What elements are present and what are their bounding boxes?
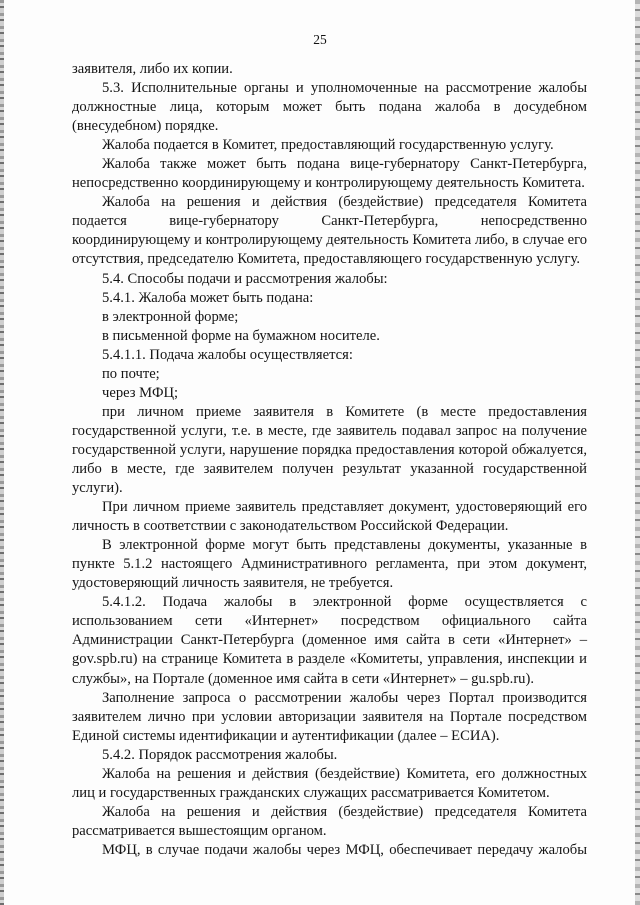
paragraph: В электронной форме могут быть представлены документы, указанные в пункте 5.1.2 настоящего Административного регламента, при этом документ, удостоверяющий личность заявителя, не требуется. (72, 537, 587, 592)
paragraph: в письменной форме на бумажном носителе. (102, 327, 380, 344)
paragraph: при личном приеме заявителя в Комитете (в месте предоставления государственной услуги, т.е. в месте, где заявитель подавал запрос на получение государственной услуги, нарушение порядка предоставления которой обжалуется, либо в месте, где заявителем получен результат указанной государственной услуги). (72, 403, 587, 497)
paragraph: Жалоба подается в Комитет, предоставляющий государственную услугу. (102, 137, 554, 154)
paragraph: в электронной форме; (102, 308, 239, 325)
paragraph: Жалоба на решения и действия (бездействие) председателя Комитета подается вице-губернатору Санкт-Петербурга, непосредственно координирующему и контролирующему деятельность Комитета либо, в случае его отсутствия, председателю Комитета, предоставляющего государственную услугу. (72, 194, 587, 268)
paragraph: заявителя, либо их копии. (72, 61, 233, 77)
document-body (72, 60, 587, 860)
paragraph: 5.4.1.2. Подача жалобы в электронной форме осуществляется с использованием сети «Интернет» посредством официального сайта Администрации Санкт-Петербурга (доменное имя сайта в сети «Интернет» – gov.spb.ru) на странице Комитета в разделе «Комитеты, управления, инспекции и службы», на Портале (доменное имя сайта в сети «Интернет» – gu.spb.ru). (72, 594, 587, 687)
page-number: 25 (313, 32, 327, 47)
paragraph: При личном приеме заявитель представляет документ, удостоверяющий его личность в соответствии с законодательством Российской Федерации. (72, 499, 587, 535)
paragraph: 5.4.1. Жалоба может быть подана: (102, 289, 314, 306)
paragraph: Жалоба также может быть подана вице-губернатору Санкт-Петербурга, непосредственно координирующему и контролирующему деятельность Комитета. (72, 156, 587, 192)
paragraph: через МФЦ; (102, 384, 179, 401)
paragraph: МФЦ, в случае подачи жалобы через МФЦ, обеспечивает передачу жалобы (102, 841, 587, 858)
paragraph: Жалоба на решения и действия (бездействие) председателя Комитета рассматривается вышестоящим органом. (72, 803, 587, 839)
paragraph: по почте; (102, 365, 160, 382)
paragraph: 5.4.2. Порядок рассмотрения жалобы. (102, 746, 338, 763)
paragraph: Жалоба на решения и действия (бездействие) Комитета, его должностных лиц и государственных гражданских служащих рассматривается Комитетом. (72, 765, 587, 801)
scan-edge-right (635, 0, 640, 905)
scan-edge-left (0, 0, 4, 905)
paragraph: 5.4.1.1. Подача жалобы осуществляется: (102, 346, 353, 363)
paragraph: 5.3. Исполнительные органы и уполномоченные на рассмотрение жалобы должностные лица, которым может быть подана жалоба в досудебном (внесудебном) порядке. (72, 80, 587, 135)
paragraph: Заполнение запроса о рассмотрении жалобы через Портал производится заявителем лично при условии авторизации заявителя на Портале посредством Единой системы идентификации и аутентификации (далее – ЕСИА). (72, 689, 587, 744)
paragraph: 5.4. Способы подачи и рассмотрения жалобы: (102, 270, 388, 287)
